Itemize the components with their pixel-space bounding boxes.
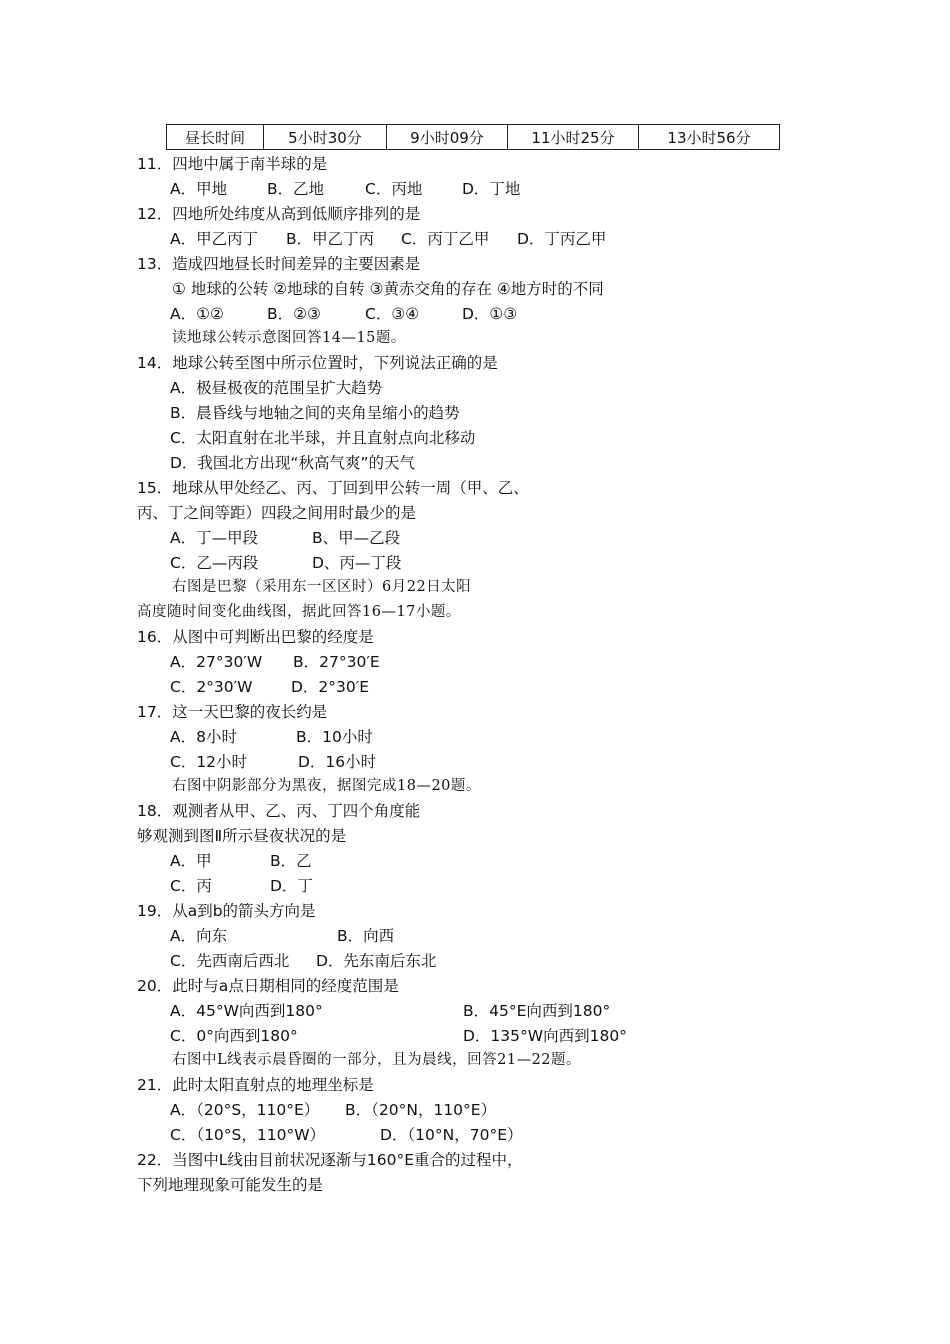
question-16-option-a: A．27°30′W <box>170 653 263 671</box>
question-12-option-d: D．丁丙乙甲 <box>517 230 607 248</box>
question-17-option-c: C．12小时 <box>170 753 248 771</box>
question-13-items: ① 地球的公转 ②地球的自转 ③黄赤交角的存在 ④地方时的不同 <box>172 280 604 298</box>
question-14-option-a: A．极昼极夜的范围呈扩大趋势 <box>170 379 383 397</box>
question-20-option-d: D．135°W向西到180° <box>463 1027 627 1045</box>
table-cell: 11小时25分 <box>508 125 639 150</box>
question-19-option-c: C．先西南后西北 <box>170 952 290 970</box>
question-13-option-d: D．①③ <box>462 305 518 323</box>
question-15-option-d: D、丙—丁段 <box>312 554 402 572</box>
question-18-option-c: C．丙 <box>170 877 212 895</box>
question-15-option-c: C．乙—丙段 <box>170 554 259 572</box>
question-15-stem-line1: 15．地球从甲处经乙、丙、丁回到甲公转一周（甲、乙、 <box>137 479 529 497</box>
question-18-stem-line1: 18．观测者从甲、乙、丙、丁四个角度能 <box>137 802 421 820</box>
question-18-option-b: B．乙 <box>270 852 312 870</box>
question-18-option-d: D．丁 <box>270 877 313 895</box>
question-17-stem: 17．这一天巴黎的夜长约是 <box>137 703 328 721</box>
question-11-option-c: C．丙地 <box>365 180 423 198</box>
question-20-option-b: B．45°E向西到180° <box>463 1002 611 1020</box>
table-cell: 9小时09分 <box>387 125 508 150</box>
question-16-stem: 16．从图中可判断出巴黎的经度是 <box>137 628 374 646</box>
question-21-stem: 21．此时太阳直射点的地理坐标是 <box>137 1076 374 1094</box>
question-14-option-b: B．晨昏线与地轴之间的夹角呈缩小的趋势 <box>170 404 460 422</box>
question-19-option-a: A．向东 <box>170 927 228 945</box>
question-15-stem-line2: 丙、丁之间等距）四段之间用时最少的是 <box>137 504 417 522</box>
question-15-option-b: B、甲—乙段 <box>312 529 401 547</box>
question-19-stem: 19．从a到b的箭头方向是 <box>137 902 316 920</box>
question-17-option-b: B．10小时 <box>296 728 373 746</box>
question-21-option-b: B．（20°N，110°E） <box>345 1101 497 1119</box>
question-21-option-c: C．（10°S，110°W） <box>170 1126 326 1144</box>
question-20-option-c: C．0°向西到180° <box>170 1027 298 1045</box>
table-cell: 5小时30分 <box>264 125 387 150</box>
question-16-option-c: C．2°30′W <box>170 678 253 696</box>
table-cell: 13小时56分 <box>639 125 780 150</box>
intro-18-20: 右图中阴影部分为黑夜，据图完成18—20题。 <box>172 778 481 794</box>
question-14-stem: 14．地球公转至图中所示位置时，下列说法正确的是 <box>137 354 498 372</box>
question-18-stem-line2: 够观测到图Ⅱ所示昼夜状况的是 <box>137 827 347 845</box>
question-11-option-d: D．丁地 <box>462 180 521 198</box>
question-12-option-a: A．甲乙丙丁 <box>170 230 259 248</box>
intro-21-22: 右图中L线表示晨昏圈的一部分，且为晨线，回答21—22题。 <box>172 1052 582 1068</box>
question-16-option-b: B．27°30′E <box>293 653 380 671</box>
question-21-option-d: D．（10°N，70°E） <box>380 1126 523 1144</box>
intro-16-17-line2: 高度随时间变化曲线图，据此回答16—17小题。 <box>137 604 461 620</box>
question-22-stem-line1: 22．当图中L线由目前状况逐渐与160°E重合的过程中， <box>137 1151 523 1169</box>
question-12-option-b: B．甲乙丁丙 <box>286 230 375 248</box>
table-row <box>167 125 780 150</box>
intro-14-15: 读地球公转示意图回答14—15题。 <box>172 330 406 346</box>
question-17-option-d: D．16小时 <box>298 753 377 771</box>
question-21-option-a: A．（20°S，110°E） <box>170 1101 320 1119</box>
question-20-stem: 20．此时与a点日期相同的经度范围是 <box>137 977 399 995</box>
question-22-stem-line2: 下列地理现象可能发生的是 <box>137 1176 324 1194</box>
intro-16-17-line1: 右图是巴黎（采用东一区区时）6月22日太阳 <box>172 579 472 595</box>
question-19-option-b: B．向西 <box>337 927 395 945</box>
question-11-stem: 11．四地中属于南半球的是 <box>137 155 328 173</box>
question-20-option-a: A．45°W向西到180° <box>170 1002 323 1020</box>
question-19-option-d: D．先东南后东北 <box>316 952 437 970</box>
question-13-stem: 13．造成四地昼长时间差异的主要因素是 <box>137 255 421 273</box>
question-13-option-a: A．①② <box>170 305 224 323</box>
question-14-option-d: D．我国北方出现“秋高气爽”的天气 <box>170 454 415 472</box>
question-18-option-a: A．甲 <box>170 852 212 870</box>
question-15-option-a: A．丁—甲段 <box>170 529 259 547</box>
question-11-option-b: B．乙地 <box>267 180 325 198</box>
question-13-option-c: C．③④ <box>365 305 420 323</box>
day-length-table <box>166 124 780 150</box>
question-17-option-a: A．8小时 <box>170 728 237 746</box>
question-11-option-a: A．甲地 <box>170 180 228 198</box>
table-header-cell: 昼长时间 <box>167 125 264 150</box>
question-12-stem: 12．四地所处纬度从高到低顺序排列的是 <box>137 205 421 223</box>
question-12-option-c: C．丙丁乙甲 <box>401 230 490 248</box>
question-14-option-c: C．太阳直射在北半球，并且直射点向北移动 <box>170 429 476 447</box>
question-13-option-b: B．②③ <box>267 305 321 323</box>
question-16-option-d: D．2°30′E <box>291 678 370 696</box>
